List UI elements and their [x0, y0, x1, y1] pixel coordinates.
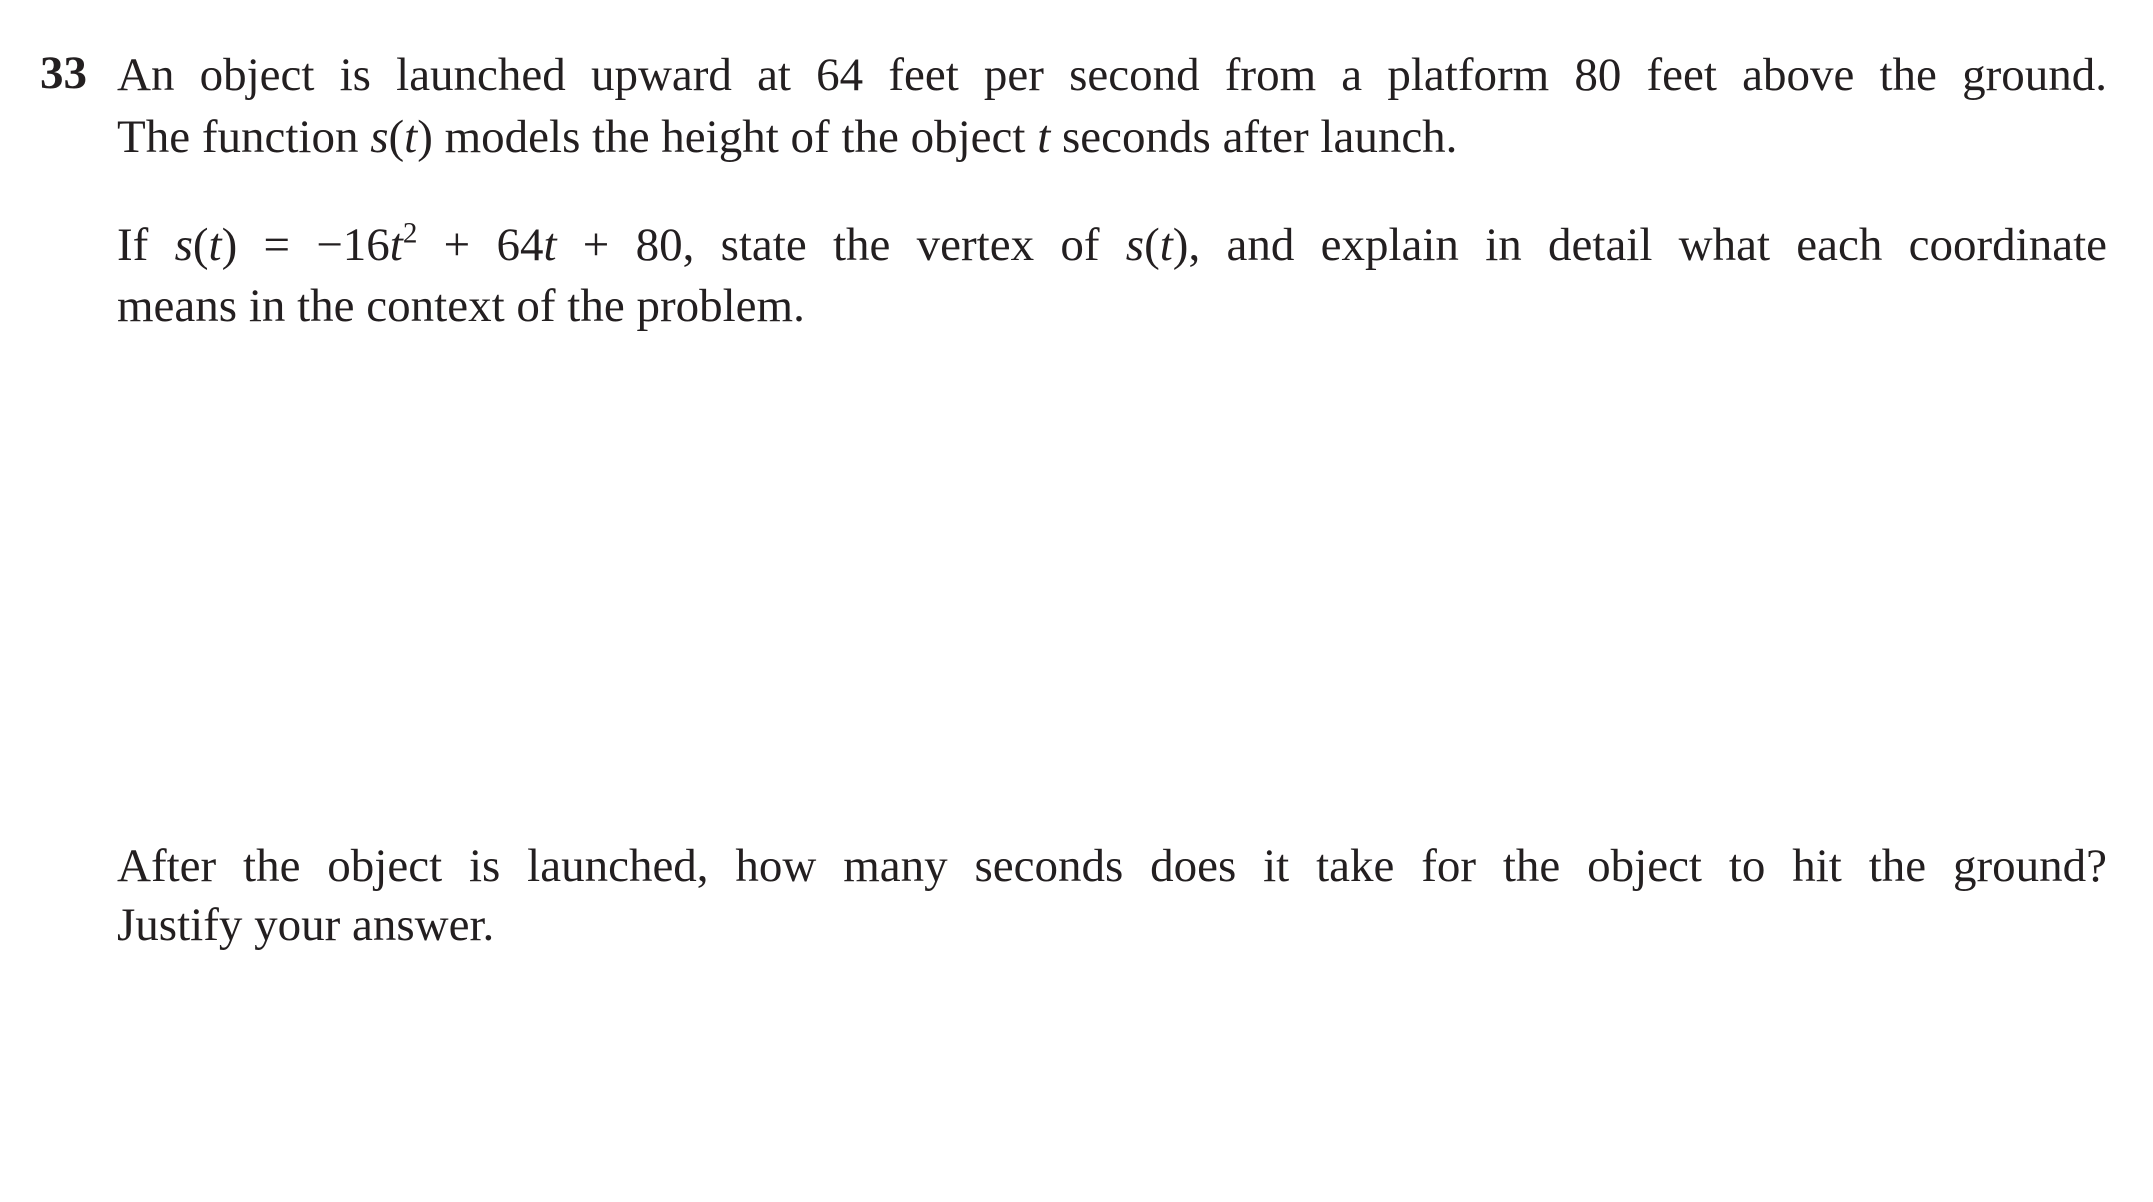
text: The function — [117, 111, 371, 163]
text: + 80, state the vertex of — [556, 219, 1126, 271]
part2-line-2: Justify your answer. — [117, 899, 495, 951]
text: ) — [1172, 219, 1189, 271]
text: If — [117, 219, 175, 271]
math-var: t — [389, 219, 403, 271]
text: ( — [192, 219, 209, 271]
part1-line-2: means in the context of the problem. — [117, 280, 805, 332]
exponent: 2 — [402, 217, 418, 250]
text: ( — [388, 111, 405, 163]
math-var: t — [404, 111, 418, 163]
text: , and explain in detail what each coordinate — [1188, 219, 2108, 271]
text: = −16 — [237, 219, 390, 271]
text: + 64 — [417, 219, 544, 271]
text: ) — [417, 111, 433, 163]
math-var: s — [174, 219, 193, 271]
intro-line-1: An object is launched upward at 64 feet per second from a platform 80 feet above the ground. — [117, 49, 2107, 101]
part1-line-1 — [117, 217, 2108, 271]
math-var: s — [370, 111, 389, 163]
math-var: s — [1125, 219, 1145, 271]
question-number: 33 — [40, 47, 87, 99]
part2-line-1: After the object is launched, how many seconds does it take for the object to hit the ground? — [117, 840, 2107, 892]
math-var: t — [1037, 111, 1051, 163]
text: seconds after launch. — [1050, 111, 1458, 163]
math-var: t — [208, 219, 222, 271]
math-var: t — [543, 219, 557, 271]
text: ( — [1144, 219, 1160, 271]
math-var: t — [1159, 219, 1173, 271]
intro-line-2 — [117, 111, 2107, 163]
text: ) — [221, 219, 238, 271]
text: models the height of the object — [432, 111, 1038, 163]
